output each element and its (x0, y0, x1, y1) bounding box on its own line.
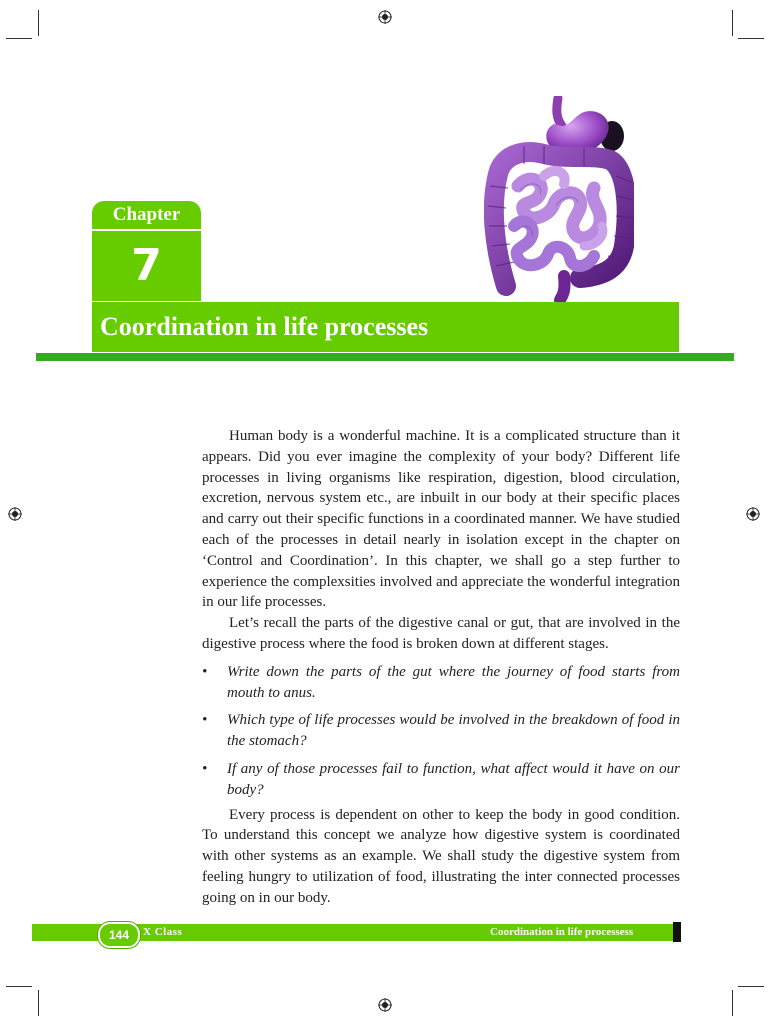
crop-mark (732, 10, 733, 36)
list-item (202, 662, 680, 704)
chapter-label: Chapter (92, 201, 201, 229)
list-item-text: Which type of life processes would be involved in the breakdown of food in the stomach? (227, 712, 680, 750)
bullet-icon: • (202, 712, 208, 729)
registration-mark-icon (8, 507, 22, 521)
chapter-title: Coordination in life processes (92, 302, 679, 352)
list-item (202, 759, 680, 801)
chapter-number: 7 (92, 231, 201, 301)
digestive-system-icon (484, 96, 634, 302)
registration-mark-icon (746, 507, 760, 521)
crop-mark (38, 990, 39, 1016)
registration-mark-icon (378, 10, 392, 24)
crop-mark (6, 38, 32, 39)
intro-paragraph: Human body is a wonderful machine. It is a complicated structure than it appears. Did you ever imagine the complexity of your body? Different life processes in living organisms like respiration, digestion, blood circulation, excretion, nervous system etc., are inbuilt in our body at their specific places and carry out their specific functions in a coordinated manner. We have studied each of the processes in detail nearly in isolation except in the chapter on ‘Control and Coordination’. In this chapter, we shall go a step further to experience the complexsities involved and appreciate the wonderful integration in our life processes. (202, 428, 680, 611)
body-text (202, 426, 680, 909)
crop-mark (738, 38, 764, 39)
list-item-text: If any of those processes fail to function, what affect would it have on our body? (227, 760, 680, 798)
list-item (202, 710, 680, 752)
bullet-icon: • (202, 760, 208, 777)
footer-end-block (673, 922, 681, 942)
heading-rule (36, 353, 734, 361)
bullet-icon: • (202, 663, 208, 680)
footer-running-title: Coordination in life processess (490, 926, 634, 938)
registration-mark-icon (378, 998, 392, 1012)
footer-class-label: X Class (143, 926, 183, 938)
crop-mark (6, 986, 32, 987)
crop-mark (738, 986, 764, 987)
recall-paragraph: Let’s recall the parts of the digestive canal or gut, that are involved in the digestive process where the food is broken down at different stages. (202, 615, 680, 652)
crop-mark (732, 990, 733, 1016)
list-item-text: Write down the parts of the gut where the journey of food starts from mouth to anus. (227, 663, 680, 701)
conclusion-paragraph: Every process is dependent on other to keep the body in good condition. To understand this concept we analyze how digestive system is coordinated with other systems as an example. We shall study the digestive system from feeling hungry to utilization of food, illustrating the inter connected processes going on in our body. (202, 806, 680, 906)
crop-mark (38, 10, 39, 36)
page-number: 144 (98, 922, 140, 948)
